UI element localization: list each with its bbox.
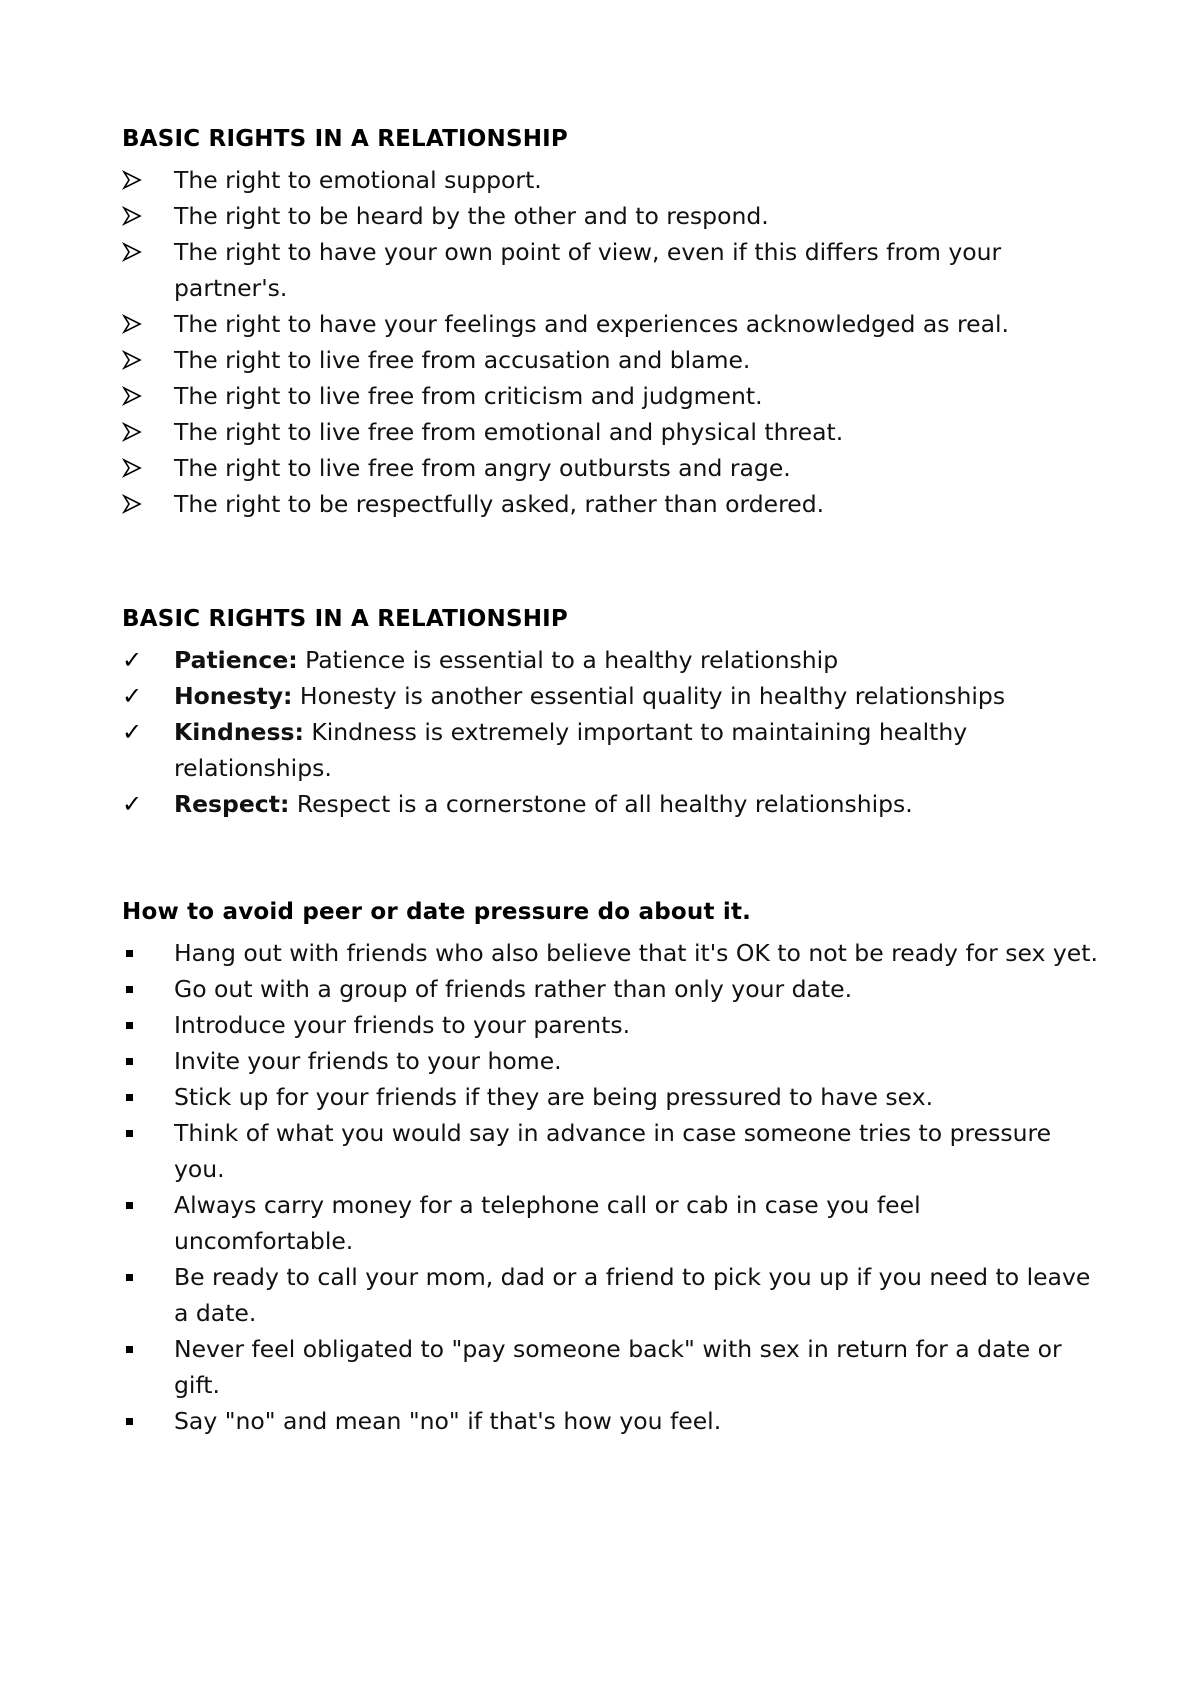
list-item: Introduce your friends to your parents. — [122, 1007, 1102, 1043]
quality-term: Honesty: — [174, 682, 293, 710]
tips-list — [122, 935, 1102, 1439]
square-bullet-icon — [122, 1007, 162, 1043]
qualities-list — [122, 642, 1102, 822]
arrowhead-bullet-icon — [122, 450, 162, 486]
list-item: Go out with a group of friends rather than only your date. — [122, 971, 1102, 1007]
list-item: Always carry money for a telephone call or cab in case you feel uncomfortable. — [122, 1187, 1102, 1259]
list-item: The right to have your feelings and experiences acknowledged as real. — [122, 306, 1102, 342]
section-heading: How to avoid peer or date pressure do about it. — [122, 899, 752, 925]
rights-list — [122, 162, 1102, 522]
square-bullet-icon — [122, 1187, 162, 1223]
list-item: Think of what you would say in advance in case someone tries to pressure you. — [122, 1115, 1102, 1187]
list-item: Be ready to call your mom, dad or a friend to pick you up if you need to leave a date. — [122, 1259, 1102, 1331]
quality-term: Respect: — [174, 790, 290, 818]
list-item: The right to live free from criticism and judgment. — [122, 378, 1102, 414]
quality-text: Honesty is another essential quality in healthy relationships — [292, 682, 1006, 710]
section-basic-rights — [122, 122, 1102, 522]
list-item: Never feel obligated to "pay someone back" with sex in return for a date or gift. — [122, 1331, 1102, 1403]
list-item: The right to be heard by the other and to respond. — [122, 198, 1102, 234]
section-heading: BASIC RIGHTS IN A RELATIONSHIP — [122, 126, 568, 152]
square-bullet-icon — [122, 1259, 162, 1295]
square-bullet-icon — [122, 935, 162, 971]
list-item: The right to live free from emotional and physical threat. — [122, 414, 1102, 450]
arrowhead-bullet-icon — [122, 234, 162, 270]
square-bullet-icon — [122, 1331, 162, 1367]
list-item: Stick up for your friends if they are being pressured to have sex. — [122, 1079, 1102, 1115]
arrowhead-bullet-icon — [122, 162, 162, 198]
arrowhead-bullet-icon — [122, 414, 162, 450]
quality-term: Patience: — [174, 646, 298, 674]
quality-term: Kindness: — [174, 718, 304, 746]
checkmark-icon: ✓ — [122, 790, 143, 818]
list-item: The right to live free from angry outbursts and rage. — [122, 450, 1102, 486]
arrowhead-bullet-icon — [122, 342, 162, 378]
square-bullet-icon — [122, 1115, 162, 1151]
square-bullet-icon — [122, 1403, 162, 1439]
list-item: Hang out with friends who also believe that it's OK to not be ready for sex yet. — [122, 935, 1102, 971]
list-item: The right to live free from accusation and blame. — [122, 342, 1102, 378]
checkmark-icon: ✓ — [122, 718, 143, 746]
list-item: Invite your friends to your home. — [122, 1043, 1102, 1079]
list-item — [122, 714, 1102, 786]
checkmark-icon: ✓ — [122, 646, 143, 674]
section-heading: BASIC RIGHTS IN A RELATIONSHIP — [122, 606, 568, 632]
list-item — [122, 642, 1102, 678]
checkmark-icon: ✓ — [122, 682, 143, 710]
list-item: The right to have your own point of view, even if this differs from your partner's. — [122, 234, 1102, 306]
arrowhead-bullet-icon — [122, 486, 162, 522]
section-relationship-qualities — [122, 602, 1102, 822]
list-item — [122, 678, 1102, 714]
list-item — [122, 786, 1102, 822]
list-item: The right to be respectfully asked, rather than ordered. — [122, 486, 1102, 522]
arrowhead-bullet-icon — [122, 378, 162, 414]
square-bullet-icon — [122, 1079, 162, 1115]
square-bullet-icon — [122, 1043, 162, 1079]
quality-text: Respect is a cornerstone of all healthy relationships. — [289, 790, 913, 818]
list-item: The right to emotional support. — [122, 162, 1102, 198]
quality-text: Patience is essential to a healthy relationship — [297, 646, 839, 674]
list-item: Say "no" and mean "no" if that's how you feel. — [122, 1403, 1102, 1439]
arrowhead-bullet-icon — [122, 306, 162, 342]
section-peer-pressure — [122, 895, 1102, 1439]
arrowhead-bullet-icon — [122, 198, 162, 234]
square-bullet-icon — [122, 971, 162, 1007]
quality-text: Kindness is extremely important to maintaining healthy relationships. — [174, 718, 968, 782]
